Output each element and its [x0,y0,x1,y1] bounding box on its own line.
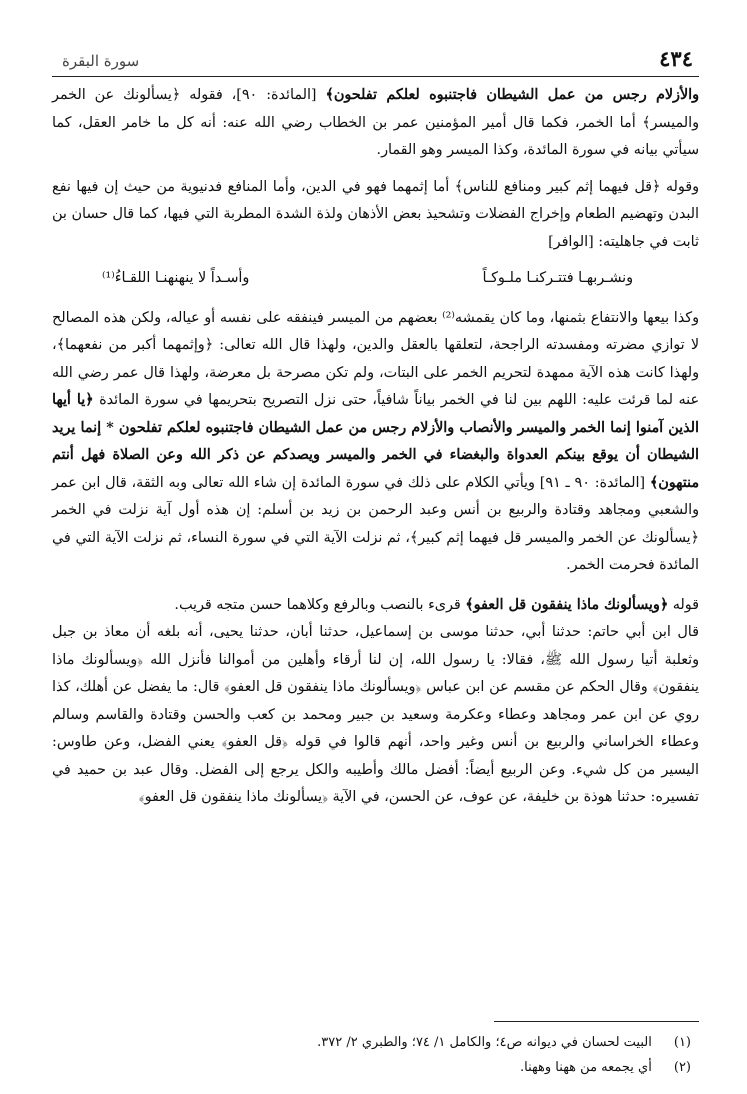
page-header [52,46,699,77]
footnote-number: (٢) [673,1060,691,1075]
page-body [52,82,699,812]
footnote-number: (١) [673,1035,691,1050]
surah-title: سورة البقرة [62,52,140,70]
poem-first-hemistich: ونشـربهـا فتتـركنـا ملـوكـاً [482,270,633,286]
paragraph-1 [52,82,699,165]
paragraph-3 [52,305,699,580]
footnote-text: أي يجمعه من ههنا وههنا. [520,1060,652,1075]
verse-bold-text: والأزلام رجس من عمل الشيطان فاجتنبوه لعلكم تفلحون﴾ [325,87,699,103]
footnote-text: البيت لحسان في ديوانه ص٤؛ والكامل ١/ ٧٤؛ والطبري ٢/ ٣٧٢. [317,1035,652,1050]
paragraph-5: قال ابن أبي حاتم: حدثنا أبي، حدثنا موسى بن إسماعيل، حدثنا أبان، حدثنا يحيى، أنه بلغه أن معاذ بن جبل وثعلبة أتيا رسول الله ﷺ، فقالا: يا رسول الله، إن لنا أرقاء وأهلين من أموالنا فأنزل الله ﴿ويسألونك ماذا ينفقون﴾ وقال الحكم عن مقسم عن ابن عباس ﴿ويسألونك ماذا ينفقون قل العفو﴾ قال: ما يفضل عن أهلك، كذا روي عن ابن عمر ومجاهد وعطاء وعكرمة وسعيد بن جبير ومحمد بن كعب والحسن وقتادة والقاسم وسالم وعطاء الخراساني والربيع بن أنس وغير واحد، أنهم قالوا في قوله ﴿قل العفو﴾ يعني الفضل، وعن طاوس: اليسير من كل شيء. وعن الربيع أيضاً: أفضل مالك وأطيبه والكل يرجع إلى الفضل. وقال عبد بن حميد في تفسيره: حدثنا هوذة بن خليفة، عن عوف، عن الحسن، في الآية ﴿يسألونك ماذا ينفقون قل العفو﴾ [52,624,699,805]
footnote-1 [52,1030,699,1055]
verse-bold-text: ﴿يا أيها الذين آمنوا إنما الخمر والميسر والأنصاب والأزلام رجس من عمل الشيطان فاجتنبوه لعلكم تفلحون * إنما يريد الشيطان أن يوقع بينكم العدواة والبغضاء في الخمر والميسر ويصدكم عن ذكر الله وعن الصلاة فهل أنتم منتهون﴾ [52,392,699,491]
paragraph-text: قرىء بالنصب وبالرفع وكلاهما حسن متجه قريب. [174,596,466,613]
footnote-2 [52,1055,699,1080]
footnote-divider [494,1021,699,1022]
page-number: ٤٣٤ [659,46,693,71]
poem-second-hemistich: وأسـداً لا ينهنهنـا اللقـاءُ⁽¹⁾ [102,270,250,286]
footnotes [52,1030,699,1080]
paragraph-text: [المائدة: ٩٠ ـ ٩١] ويأتي الكلام على ذلك في سورة المائدة إن شاء الله تعالى وبه الثقة، قال ابن عمر والشعبي ومجاهد وقتادة والربيع بن أنس وعبد الرحمن بن زيد بن أسلم: إن هذه أول آية نزلت في الخمر ﴿يسألونك عن الخمر والميسر قل فيهما إثم كبير﴾، ثم نزلت الآية التي في سورة النساء، ثم نزلت الآية التي في المائدة فحرمت الخمر. [52,474,699,573]
paragraph-text: قوله [668,596,699,613]
paragraph-2: وقوله ﴿قل فيهما إثم كبير ومنافع للناس﴾ أما إثمهما فهو في الدين، وأما المنافع فدنيوية من حيث إن فيها نفع البدن وتهضيم الطعام وإخراج الفضلات وتشحيذ بعض الأذهان ولذة الشدة المطربة التي فيها، كما قال حسان بن ثابت في جاهليته: [الوافر] [52,178,699,250]
paragraph-text: وكذا بيعها والانتفاع بثمنها، وما كان يقمشه⁽²⁾ بعضهم من الميسر فينفقه على نفسه أو عياله، ولكن هذه المصالح لا توازي مضرته ومفسدته الراجحة، لتعلقها بالعقل والدين، ولهذا قال الله تعالى: ﴿وإثمهما أكبر من نفعهما﴾، ولهذا كانت هذه الآية ممهدة لتحريم الخمر على البتات، ولم تكن مصرحة بل معرضة، ولهذا قال عمر رضي الله عنه لما قرئت عليه: اللهم بين لنا في الخمر بياناً شافياً، حتى نزل التصريح بتحريمها في سورة المائدة [52,309,700,408]
verse-bold-text: ﴿ويسألونك ماذا ينفقون قل العفو﴾ [465,596,669,613]
paragraph-4 [52,592,699,620]
paragraph-text: [المائدة: ٩٠]، فقوله ﴿يسألونك عن الخمر والميسر﴾ أما الخمر، فكما قال أمير المؤمنين عمر بن الخطاب رضي الله عنه: أنه كل ما خامر العقل، كما سيأتي بيانه في سورة المائدة، وكذا الميسر وهو القمار. [52,87,699,158]
poem-verse [52,265,699,293]
